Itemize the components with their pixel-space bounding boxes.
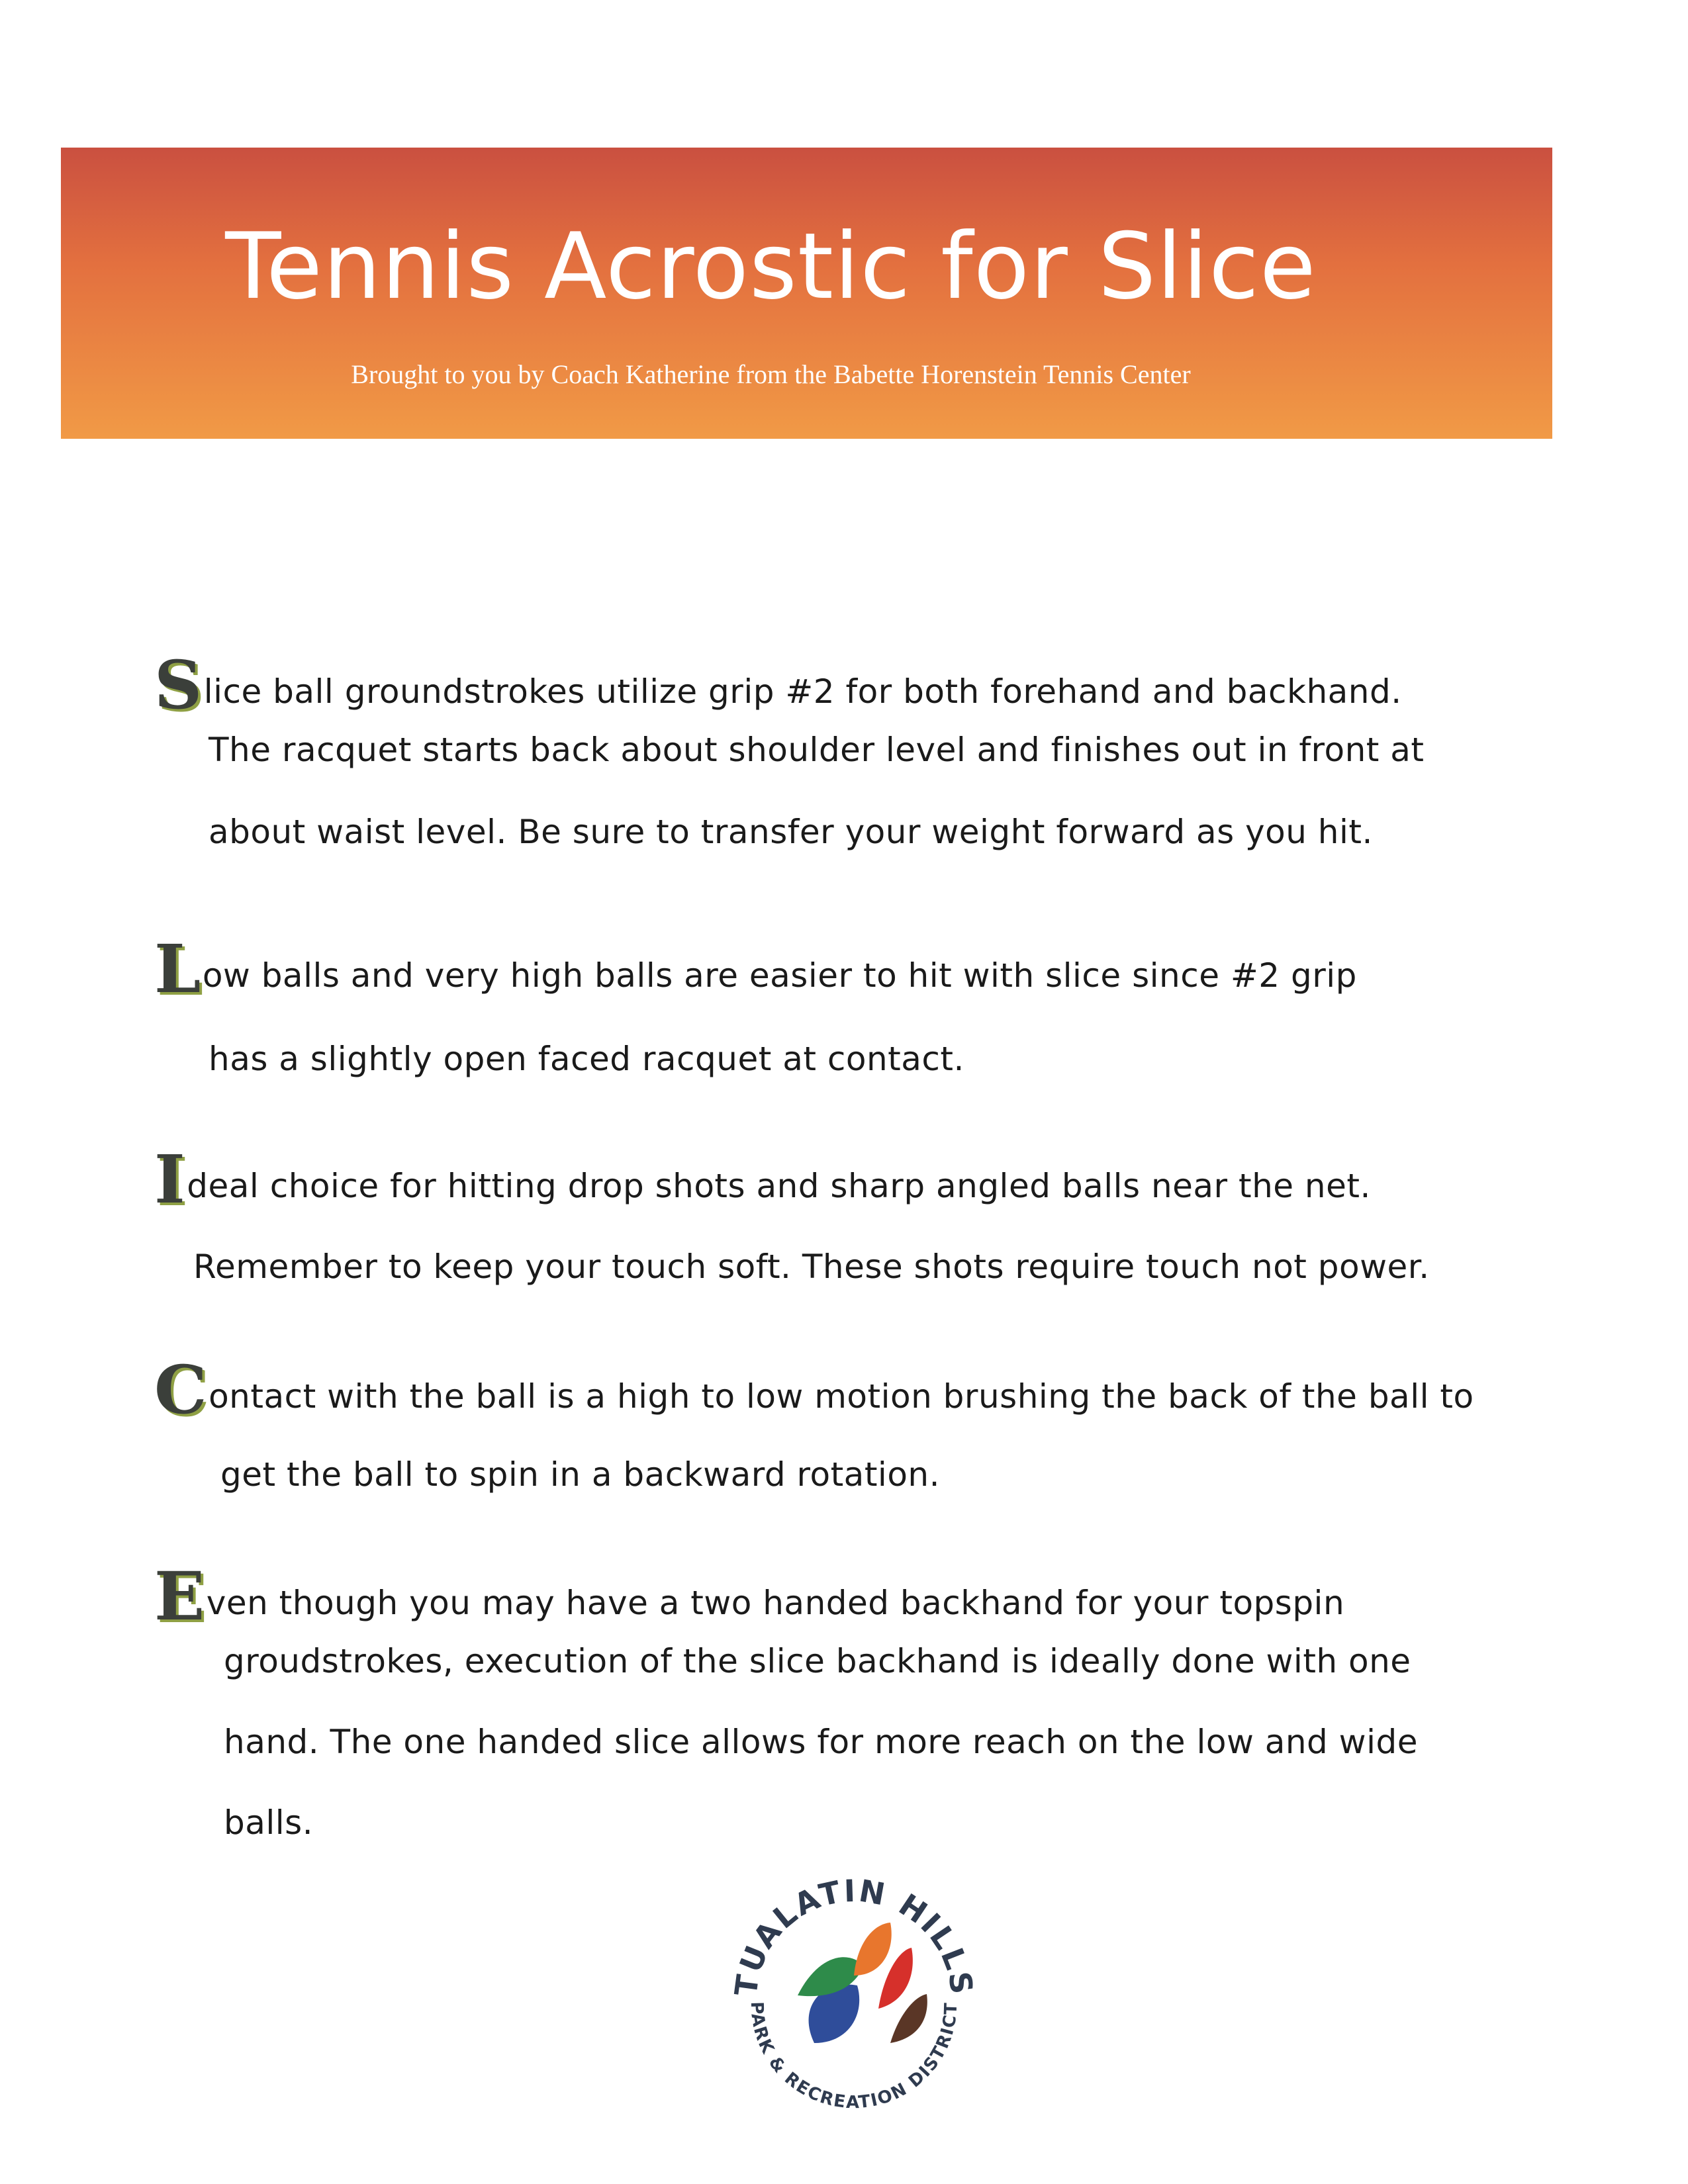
page-subtitle: Brought to you by Coach Katherine from the Babette Horenstein Tennis Center <box>351 359 1191 389</box>
header-banner <box>61 148 1552 439</box>
entry-s-line-3: about waist level. Be sure to transfer your weight forward as you hit. <box>209 813 1373 851</box>
entry-i-line-2: Remember to keep your touch soft. These shots require touch not power. <box>193 1248 1430 1286</box>
page-title: Tennis Acrostic for Slice <box>225 213 1317 320</box>
entry-i-first-line <box>154 1140 1371 1218</box>
acrostic-letter-e: E <box>154 1557 205 1635</box>
entry-l-text: ow balls and very high balls are easier to hit with slice since #2 grip <box>202 956 1357 995</box>
entry-l-first-line <box>154 930 1357 1008</box>
acrostic-letter-l: L <box>154 930 201 1008</box>
acrostic-letter-c: C <box>154 1351 208 1429</box>
entry-e-first-line <box>154 1557 1345 1635</box>
entry-e-line-3: hand. The one handed slice allows for more reach on the low and wide <box>224 1723 1418 1761</box>
entry-s-first-line <box>154 646 1402 724</box>
entry-e-text: ven though you may have a two handed backhand for your topspin <box>206 1584 1345 1622</box>
entry-c-text: ontact with the ball is a high to low motion brushing the back of the ball to <box>209 1377 1474 1416</box>
acrostic-letter-s: S <box>154 646 203 724</box>
entry-c-line-2: get the ball to spin in a backward rotation. <box>220 1455 940 1494</box>
entry-c-first-line <box>154 1351 1474 1429</box>
entry-e-line-4: balls. <box>224 1803 314 1842</box>
entry-l-line-2: has a slightly open faced racquet at contact. <box>209 1040 964 1078</box>
tualatin-hills-logo-icon <box>725 1870 983 2128</box>
logo-petal-brown <box>890 1994 927 2043</box>
acrostic-letter-i: I <box>154 1140 186 1218</box>
logo-petal-orange <box>854 1923 892 1976</box>
entry-i-text: deal choice for hitting drop shots and sharp angled balls near the net. <box>187 1167 1371 1205</box>
entry-s-text: lice ball groundstrokes utilize grip #2 for both forehand and backhand. <box>203 672 1402 711</box>
logo-top-text: TUALATIN HILLS <box>727 1872 980 1999</box>
entry-s-line-2: The racquet starts back about shoulder level and finishes out in front at <box>209 731 1425 769</box>
entry-e-line-2: groudstrokes, execution of the slice backhand is ideally done with one <box>224 1642 1411 1680</box>
logo-bottom-text: PARK & RECREATION DISTRICT <box>746 2001 962 2113</box>
